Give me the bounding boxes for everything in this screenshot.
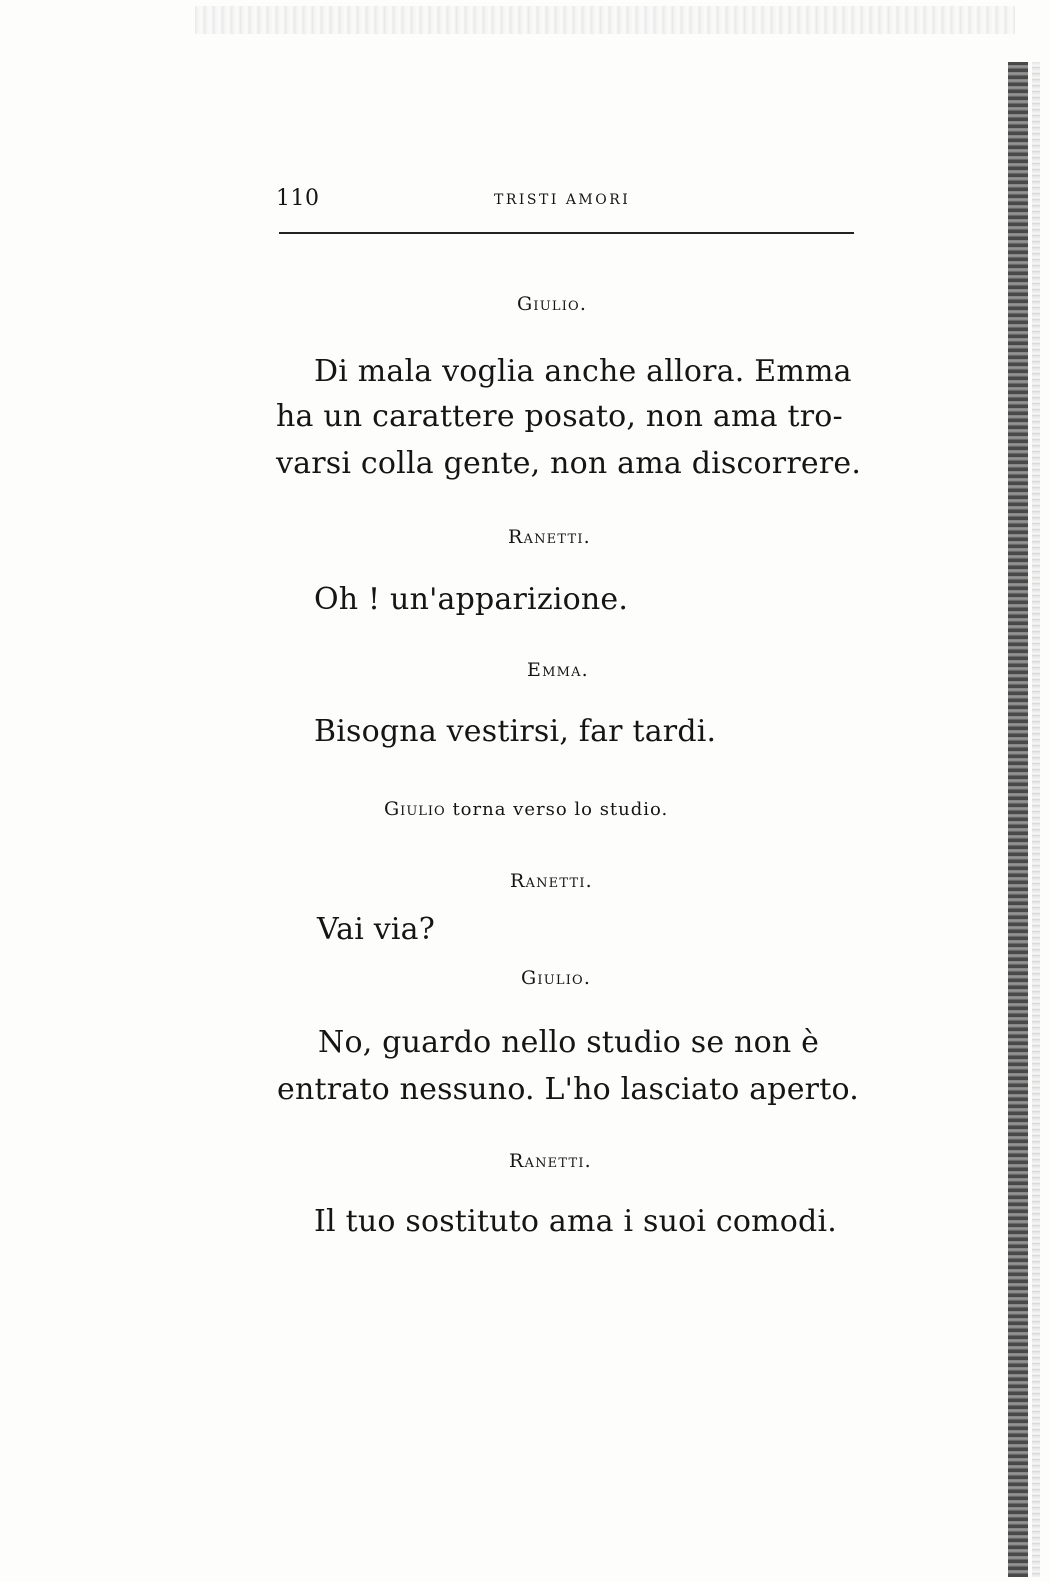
header-rule [279, 232, 854, 234]
dialogue-line: ha un carattere posato, non ama tro- [276, 399, 843, 434]
book-gutter-shadow [1008, 62, 1028, 1577]
stage-direction-text: torna verso lo studio. [452, 799, 669, 820]
dialogue-line: Il tuo sostituto ama i suoi comodi. [314, 1204, 837, 1239]
speaker-name: Ranetti. [509, 1150, 592, 1172]
dialogue-line: varsi colla gente, non ama discorrere. [276, 446, 862, 481]
dialogue-line: Bisogna vestirsi, far tardi. [314, 714, 717, 749]
dialogue-line: entrato nessuno. L'ho lasciato aperto. [277, 1072, 859, 1107]
scan-smudge [195, 6, 1015, 34]
dialogue-line: Oh ! un'apparizione. [314, 582, 629, 617]
speaker-name: Emma. [527, 659, 589, 681]
speaker-name: Giulio. [517, 293, 588, 315]
running-title: TRISTI AMORI [494, 192, 631, 208]
speaker-name: Ranetti. [508, 526, 591, 548]
dialogue-line: Di mala voglia anche allora. Emma [314, 354, 852, 389]
speaker-name: Giulio. [521, 967, 592, 989]
dialogue-line: No, guardo nello studio se non è [318, 1025, 820, 1060]
page-header [276, 186, 856, 216]
stage-direction-speaker: Giulio [384, 798, 446, 820]
stage-direction [384, 798, 668, 820]
book-gutter-edge [1032, 62, 1040, 1577]
page-number: 110 [276, 186, 320, 211]
speaker-name: Ranetti. [510, 870, 593, 892]
dialogue-line: Vai via? [317, 912, 436, 947]
